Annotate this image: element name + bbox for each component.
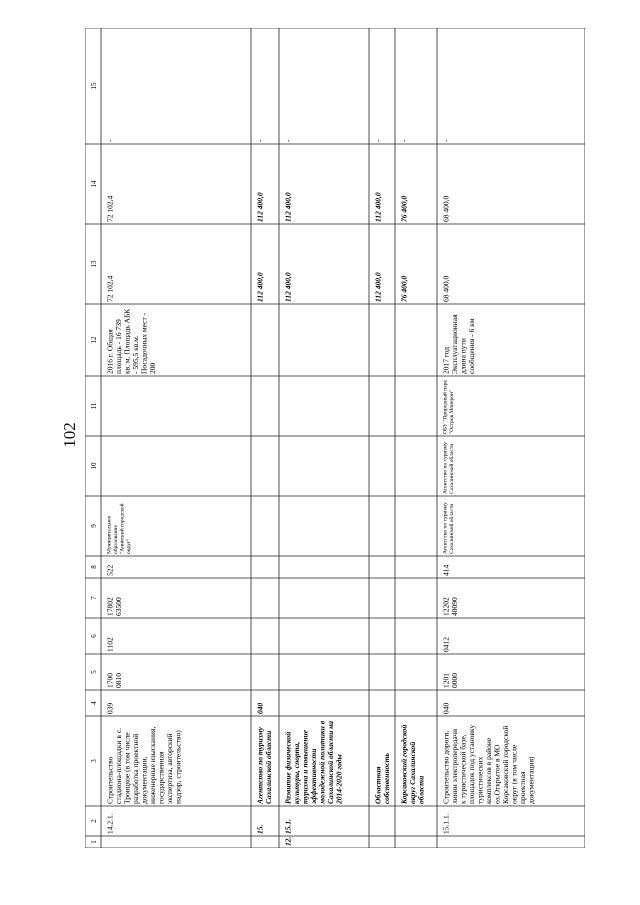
table-cell: - bbox=[373, 139, 383, 142]
table-cell: 1780263500 bbox=[105, 597, 123, 616]
column-number: 3 bbox=[90, 759, 98, 763]
table-cell: 68 400,0 bbox=[441, 195, 451, 222]
table-cell: 15.1.1. bbox=[441, 813, 451, 834]
table-cell: ОБУ "Природный парк"Остров Монерон" bbox=[442, 379, 455, 434]
column-number: 12 bbox=[90, 336, 98, 344]
table-cell: Строительствостадиона-площадки в с.Троицкое (в том числеразработка проектнойдокументации,инженерные изыскания,государственнаяэкспертиза, авторскийнадзор, строительство) bbox=[105, 726, 183, 804]
table-cell: 1102 bbox=[105, 637, 115, 652]
column-number: 7 bbox=[90, 596, 98, 600]
table-cell: 1220240090 bbox=[441, 597, 459, 616]
table-cell: - bbox=[105, 139, 115, 142]
page-number: 102 bbox=[60, 422, 79, 448]
table-cell: 0412 bbox=[441, 637, 451, 652]
table-cell: Корсаковский городскойокруг Сахалинскойобласти bbox=[399, 724, 426, 804]
table-cell: 68 400,0 bbox=[441, 275, 451, 302]
column-number: 11 bbox=[90, 402, 98, 410]
table-cell: Строительство дороги,линии электропередачик туристической базе,площадок под установкутуристическихкомплексов в районеоз.Открытое в МОКорсаковский городскойокруг (в том числепроектнаядокументация) bbox=[441, 724, 536, 804]
table-cell: 17000810 bbox=[105, 673, 123, 688]
table-cell: 112 400,0 bbox=[373, 272, 383, 302]
table-cell: 040 bbox=[255, 702, 265, 714]
table-cell: - bbox=[399, 139, 409, 142]
column-number: 1 bbox=[90, 840, 98, 844]
table-cell: Муниципальноеобразование"Анивский городскойокруг" bbox=[106, 503, 132, 554]
table-cell: Областнаясобственность bbox=[373, 753, 391, 804]
column-number: 10 bbox=[90, 462, 98, 470]
column-number: 14 bbox=[90, 180, 98, 188]
table-cell: 72 102,4 bbox=[105, 195, 115, 222]
table-cell: 040 bbox=[441, 702, 451, 714]
table-cell: 414 bbox=[441, 564, 451, 576]
table-cell: 112 400,0 bbox=[283, 192, 293, 222]
column-number: 6 bbox=[90, 634, 98, 638]
table-cell: 76 400,0 bbox=[399, 275, 409, 302]
column-number: 8 bbox=[90, 565, 98, 569]
table-cell: Агентство по туризмуСахалинской области bbox=[442, 442, 455, 494]
table-cell: 12. bbox=[283, 836, 293, 846]
column-number: 13 bbox=[90, 260, 98, 268]
table-cell: 112 400,0 bbox=[255, 192, 265, 222]
table-cell: 72 102,4 bbox=[105, 275, 115, 302]
table-cell: Агентство по туризмуСахалинской области bbox=[442, 502, 455, 554]
column-number: 4 bbox=[90, 701, 98, 705]
column-number: 15 bbox=[90, 82, 98, 90]
table-cell: 112 400,0 bbox=[255, 272, 265, 302]
table-cell: Развитие физическойкультуры, спорта,туризма и повышениеэффективностимолодежной политики вСахалинской области на2014-2020 годы bbox=[283, 720, 344, 804]
table-cell: 14.2.1. bbox=[105, 813, 115, 834]
column-number: 9 bbox=[90, 524, 98, 528]
table-cell: 112 400,0 bbox=[373, 192, 383, 222]
table-cell: 12010000 bbox=[441, 673, 459, 688]
table-cell: 15. bbox=[255, 824, 265, 834]
table-cell: 522 bbox=[105, 564, 115, 576]
table-cell: 039 bbox=[105, 702, 115, 714]
table-cell: 112 400,0 bbox=[283, 272, 293, 302]
landscape-table bbox=[85, 28, 585, 848]
table-cell: 76 400,0 bbox=[399, 195, 409, 222]
table-cell: - bbox=[255, 139, 265, 142]
table-cell: 15.1. bbox=[283, 819, 293, 834]
table-cell: - bbox=[441, 139, 451, 142]
table-cell: 2017 годЭксплуатационнаядлина путисообщения - 6 км bbox=[441, 314, 476, 374]
table-cell: 2016 г. Общаяплощадь - 16 739кв. м. Площадь АБК- 595,5 кв.м.Посадочных мест -200 bbox=[105, 308, 157, 374]
column-number: 2 bbox=[90, 819, 98, 823]
column-number: 5 bbox=[90, 670, 98, 674]
table-cell: - bbox=[283, 139, 293, 142]
table-cell: Агентство по туризмуСахалинской области bbox=[255, 727, 273, 804]
